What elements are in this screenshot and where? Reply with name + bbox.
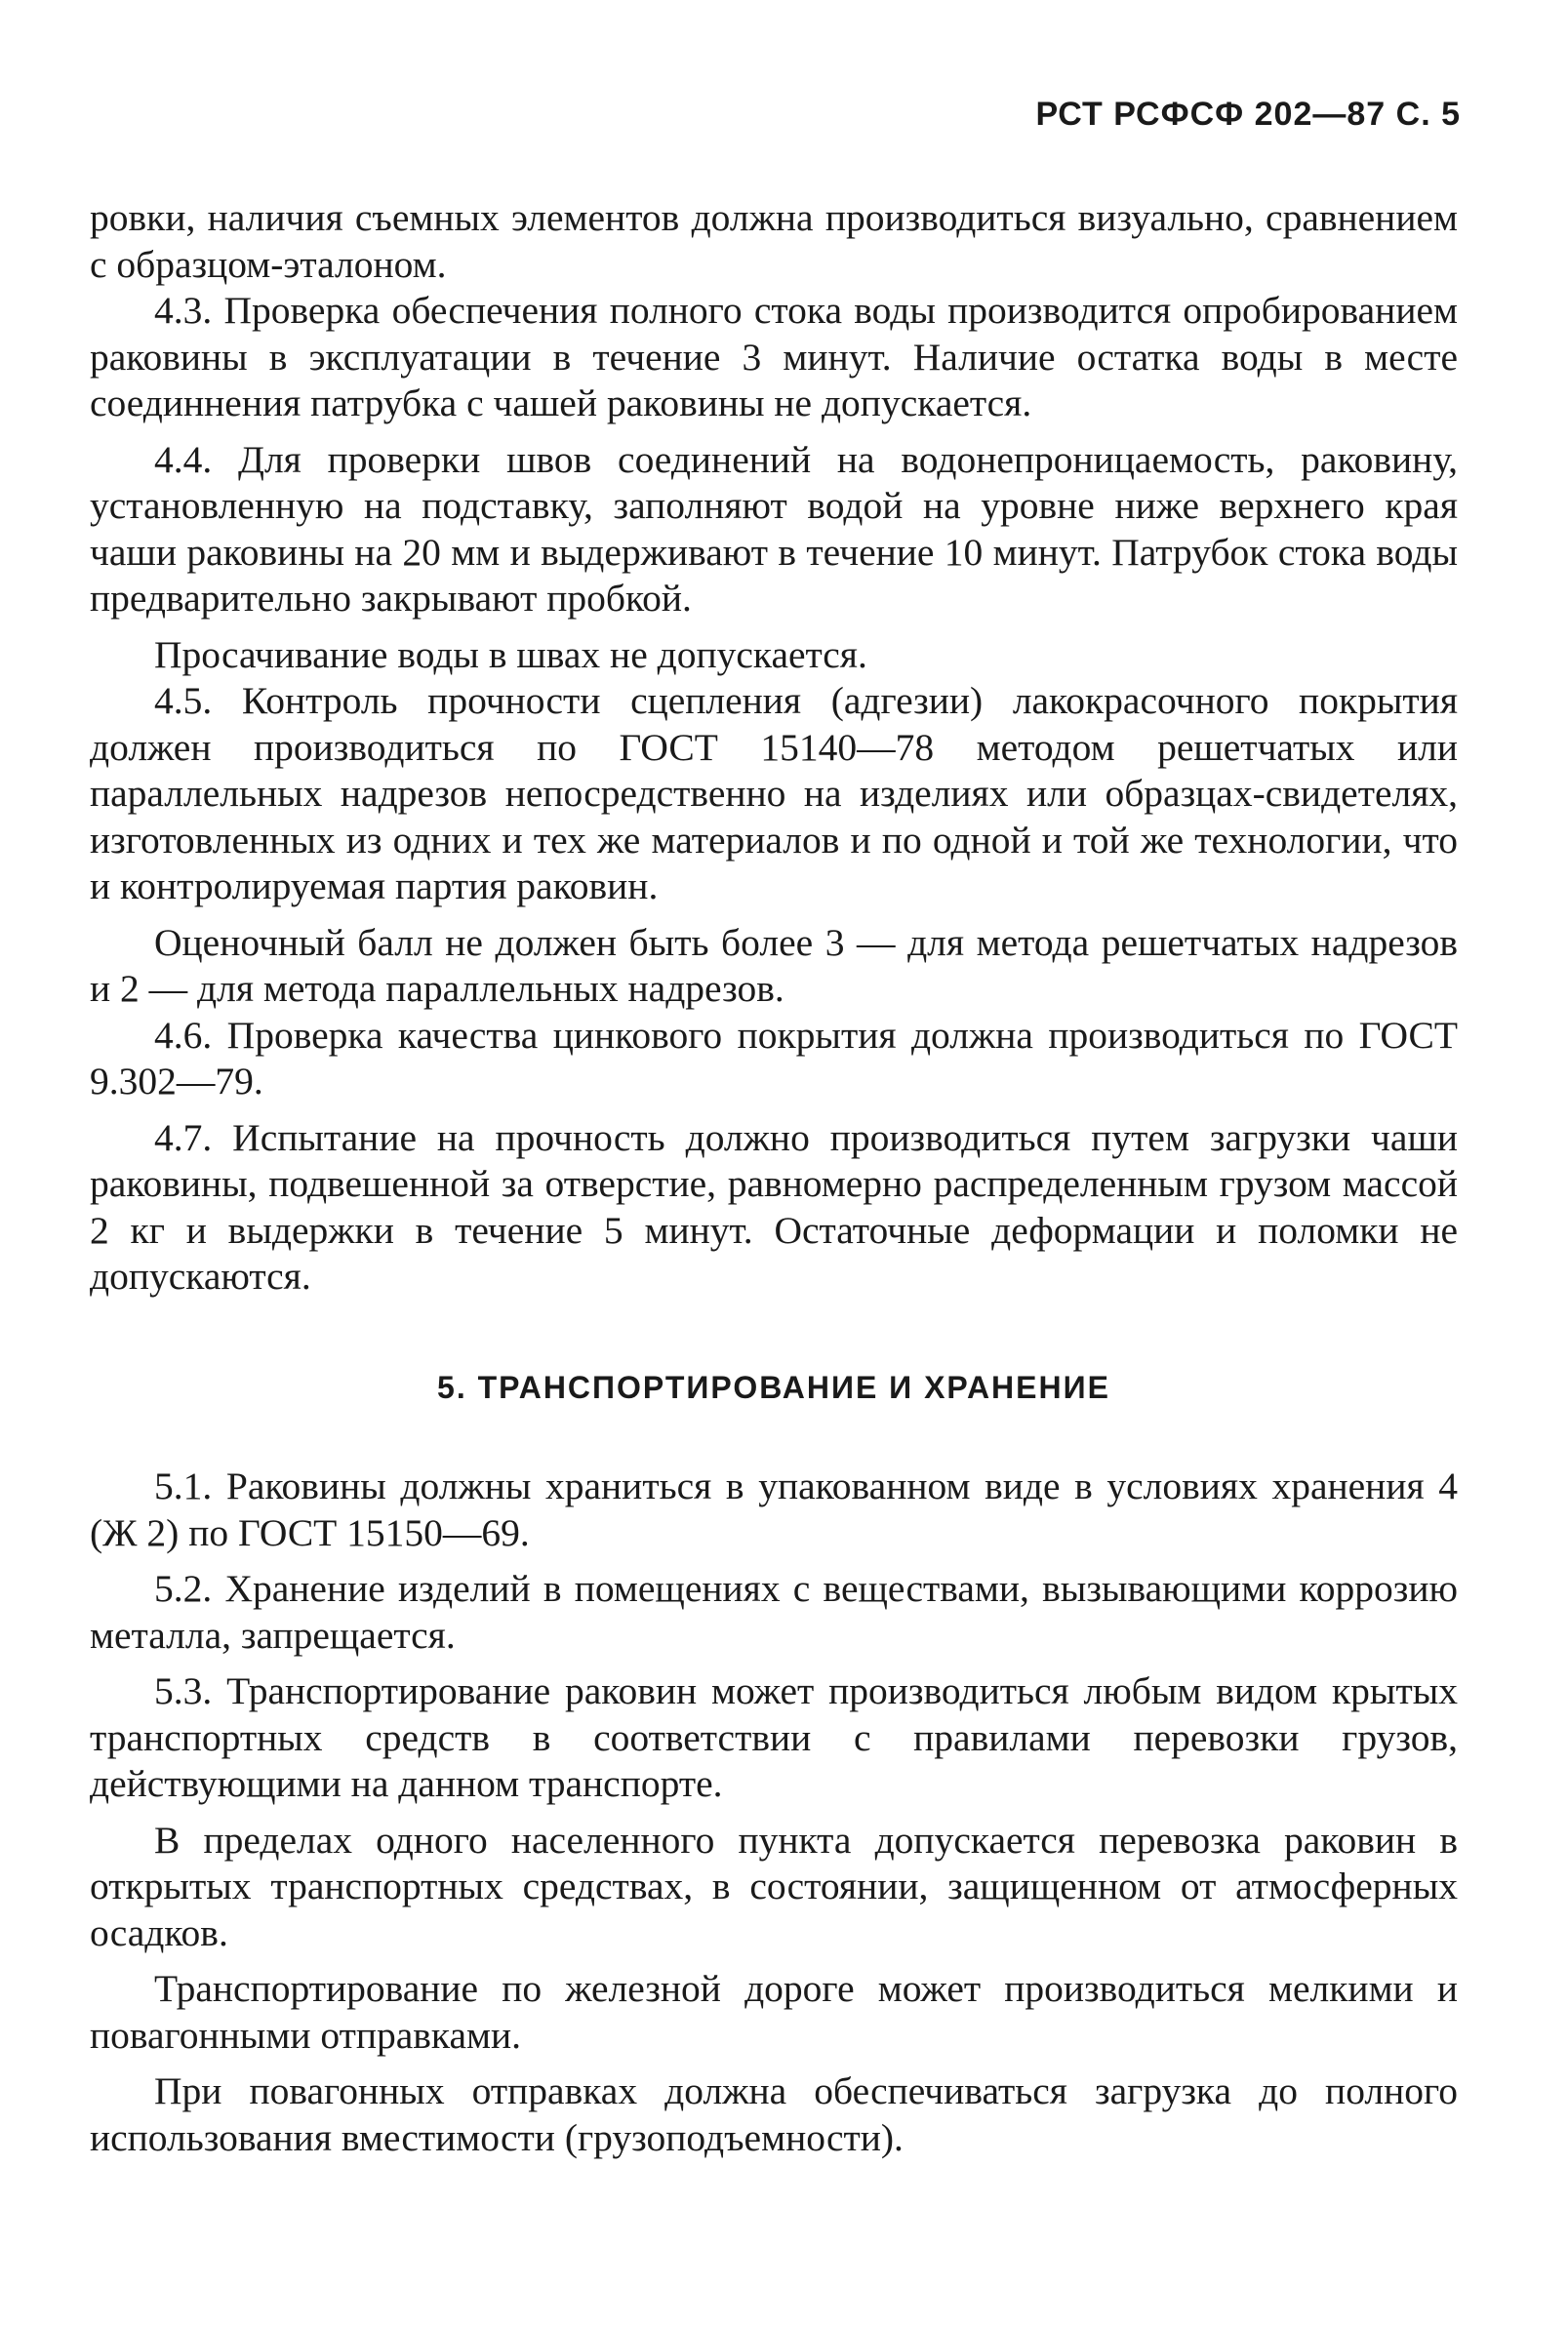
page-header: РСТ РСФСФ 202—87 С. 5 [1035, 96, 1461, 133]
paragraph-4-3: 4.3. Проверка обеспечения полного стока воды производится опробированием раковины в эксплуатации в течение 3 минут. Наличие остатка воды в месте соединнения патрубка с чашей раковины не допускается. [90, 289, 1458, 424]
paragraph-4-4: 4.4. Для проверки швов соединений на водонепроницаемость, раковину, установленную на подставку, заполняют водой на уровне ниже верхнего края чаши раковины на 20 мм и выдерживают в течение 10 минут. Патрубок стока воды предварительно закрывают пробкой. [90, 437, 1458, 620]
paragraph-4-7: 4.7. Испытание на прочность должно производиться путем загрузки чаши раковины, подвешенной за отверстие, равномерно распределенным грузом массой 2 кг и выдержки в течение 5 минут. Остаточные деформации и поломки не допускаются. [90, 1115, 1458, 1298]
paragraph-5-2: 5.2. Хранение изделий в помещениях с веществами, вызывающими коррозию металла, запрещается. [90, 1567, 1458, 1657]
paragraph-4-6: 4.6. Проверка качества цинкового покрытия должна производиться по ГОСТ 9.302—79. [90, 1013, 1458, 1103]
paragraph-5-3-note-1: В пределах одного населенного пункта допускается перевозка раковин в открытых транспортных средствах, в состоянии, защищенном от атмосферных осадков. [90, 1818, 1458, 1954]
paragraph-5-3: 5.3. Транспортирование раковин может производиться любым видом крытых транспортных средств в соответствии с правилами перевозки грузов, действующими на данном транспорте. [90, 1669, 1458, 1805]
document-body [90, 195, 1458, 2161]
section-title: 5. ТРАНСПОРТИРОВАНИЕ И ХРАНЕНИЕ [437, 1369, 1110, 1405]
paragraph-continuation: ровки, наличия съемных элементов должна производиться визуально, сравнением с образцом-эталоном. [90, 196, 1458, 286]
paragraph-5-3-note-3: При повагонных отправках должна обеспечиваться загрузка до полного использования вместимости (грузоподъемности). [90, 2069, 1458, 2159]
paragraph-4-5-note: Оценочный балл не должен быть более 3 — для метода решетчатых надрезов и 2 — для метода параллельных надрезов. [90, 920, 1458, 1010]
paragraph-5-1: 5.1. Раковины должны храниться в упакованном виде в условиях хранения 4 (Ж 2) по ГОСТ 15150—69. [90, 1464, 1458, 1554]
paragraph-4-4-note: Просачивание воды в швах не допускается. [154, 632, 867, 676]
paragraph-4-5: 4.5. Контроль прочности сцепления (адгезии) лакокрасочного покрытия должен производиться по ГОСТ 15140—78 методом решетчатых или параллельных надрезов непосредственно на изделиях или образцах-свидетелях, изготовленных из одних и тех же материалов и по одной и той же технологии, что и контролируемая партия раковин. [90, 679, 1458, 907]
paragraph-5-3-note-2: Транспортирование по железной дороге может производиться мелкими и повагонными отправками. [90, 1967, 1458, 2057]
